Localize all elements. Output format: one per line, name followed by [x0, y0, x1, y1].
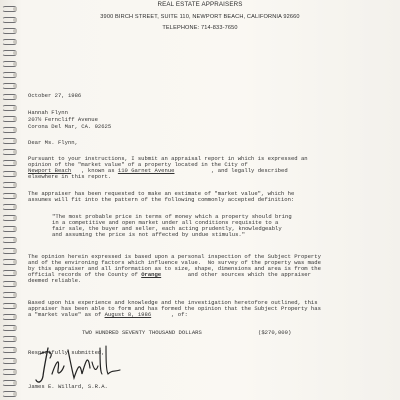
paragraph-3-line: and of the environing factors which influence value. No survey of the property was made — [28, 259, 321, 266]
punch-hole — [13, 348, 17, 352]
paragraph-2-line: assumes will fit into the pattern of the following commonly accepted definition: — [28, 196, 295, 203]
punch-hole — [13, 62, 17, 66]
paragraph-4-line: appraiser has been able to form and has formed the opinion that the Subject Property has — [28, 305, 321, 312]
paragraph-1-line: opinion of the "market value" of a property located in the City of — [28, 161, 248, 168]
punch-hole — [13, 337, 17, 341]
salutation: Dear Ms. Flynn, — [28, 139, 78, 146]
recipient-city: Corona Del Mar, CA. 92625 — [28, 123, 112, 130]
punch-hole — [13, 172, 17, 176]
punch-hole — [13, 392, 17, 396]
definition-line: fair sale, the buyer and seller, each acting prudently, knowledgeably — [52, 225, 282, 232]
county-name: Orange — [141, 271, 162, 278]
valuation-date: August 8, 1986 — [104, 311, 152, 318]
punch-hole — [13, 194, 17, 198]
spiral-binding — [0, 0, 20, 400]
punch-hole — [13, 370, 17, 374]
punch-hole — [13, 40, 17, 44]
paragraph-3-line: official records of the County of Orange and other sources which the appraiser — [28, 271, 311, 278]
punch-hole — [13, 326, 17, 330]
punch-hole — [13, 359, 17, 363]
handwritten-signature — [34, 344, 124, 388]
paragraph-1-line: Newport Beach , known as 110 Garnet Avenue , and legally described — [28, 167, 288, 174]
punch-hole — [13, 106, 17, 110]
punch-hole — [13, 249, 17, 253]
value-amount: ($270,000) — [258, 329, 292, 336]
punch-hole — [13, 315, 17, 319]
punch-hole — [13, 84, 17, 88]
paragraph-3-line: by this appraiser and all information as to size, shape, dimensions and area is from the — [28, 265, 321, 272]
property-city: Newport Beach — [28, 167, 72, 174]
punch-hole — [13, 161, 17, 165]
punch-hole — [13, 381, 17, 385]
punch-hole — [13, 282, 17, 286]
paragraph-3-line: deemed reliable. — [28, 277, 82, 284]
punch-hole — [13, 51, 17, 55]
punch-hole — [13, 95, 17, 99]
recipient-street: 207½ Ferncliff Avenue — [28, 116, 98, 123]
paragraph-3-line: The opinion herein expressed is based upon a personal inspection of the Subject Property — [28, 253, 321, 260]
punch-hole — [13, 304, 17, 308]
punch-hole — [13, 183, 17, 187]
punch-hole — [13, 139, 17, 143]
letterhead-firm-type: REAL ESTATE APPRAISERS — [157, 1, 243, 8]
value-in-words: TWO HUNDRED SEVENTY THOUSAND DOLLARS — [82, 329, 202, 336]
paragraph-4-line: Based upon his experience and knowledge and the investigation heretofore outlined, this — [28, 299, 318, 306]
punch-hole — [13, 260, 17, 264]
paragraph-1-line: Pursuant to your instructions, I submit an appraisal report in which is expressed an — [28, 155, 308, 162]
property-address: 110 Garnet Avenue — [117, 167, 175, 174]
punch-hole — [13, 205, 17, 209]
punch-hole — [13, 73, 17, 77]
paragraph-4-line: a "market value" as of August 8, 1986 , of: — [28, 311, 188, 318]
punch-hole — [13, 238, 17, 242]
paragraph-2-line: The appraiser has been requested to make an estimate of "market value", which he — [28, 190, 295, 197]
punch-hole — [13, 128, 17, 132]
letter-date: October 27, 1986 — [28, 92, 82, 99]
punch-hole — [13, 216, 17, 220]
paragraph-1-line: elsewhere in this report. — [28, 173, 112, 180]
letterhead-address: 3900 BIRCH STREET, SUITE 110, NEWPORT BEACH, CALIFORNIA 92660 — [100, 14, 300, 20]
letterhead-telephone: TELEPHONE: 714-833-7650 — [162, 25, 238, 31]
signer-name: James E. Willard, S.R.A. — [28, 383, 108, 390]
punch-hole — [13, 150, 17, 154]
definition-line: and assuming the price is not affected by undue stimulus." — [52, 231, 246, 238]
definition-line: "The most probable price in terms of money which a property should bring — [52, 213, 292, 220]
definition-line: in a competitive and open market under all conditions requisite to a — [52, 219, 279, 226]
punch-hole — [13, 227, 17, 231]
recipient-name: Hannah Flynn — [28, 109, 68, 116]
punch-hole — [13, 293, 17, 297]
punch-hole — [13, 271, 17, 275]
closing: Respectfully submitted, — [28, 349, 105, 356]
punch-hole — [13, 117, 17, 121]
